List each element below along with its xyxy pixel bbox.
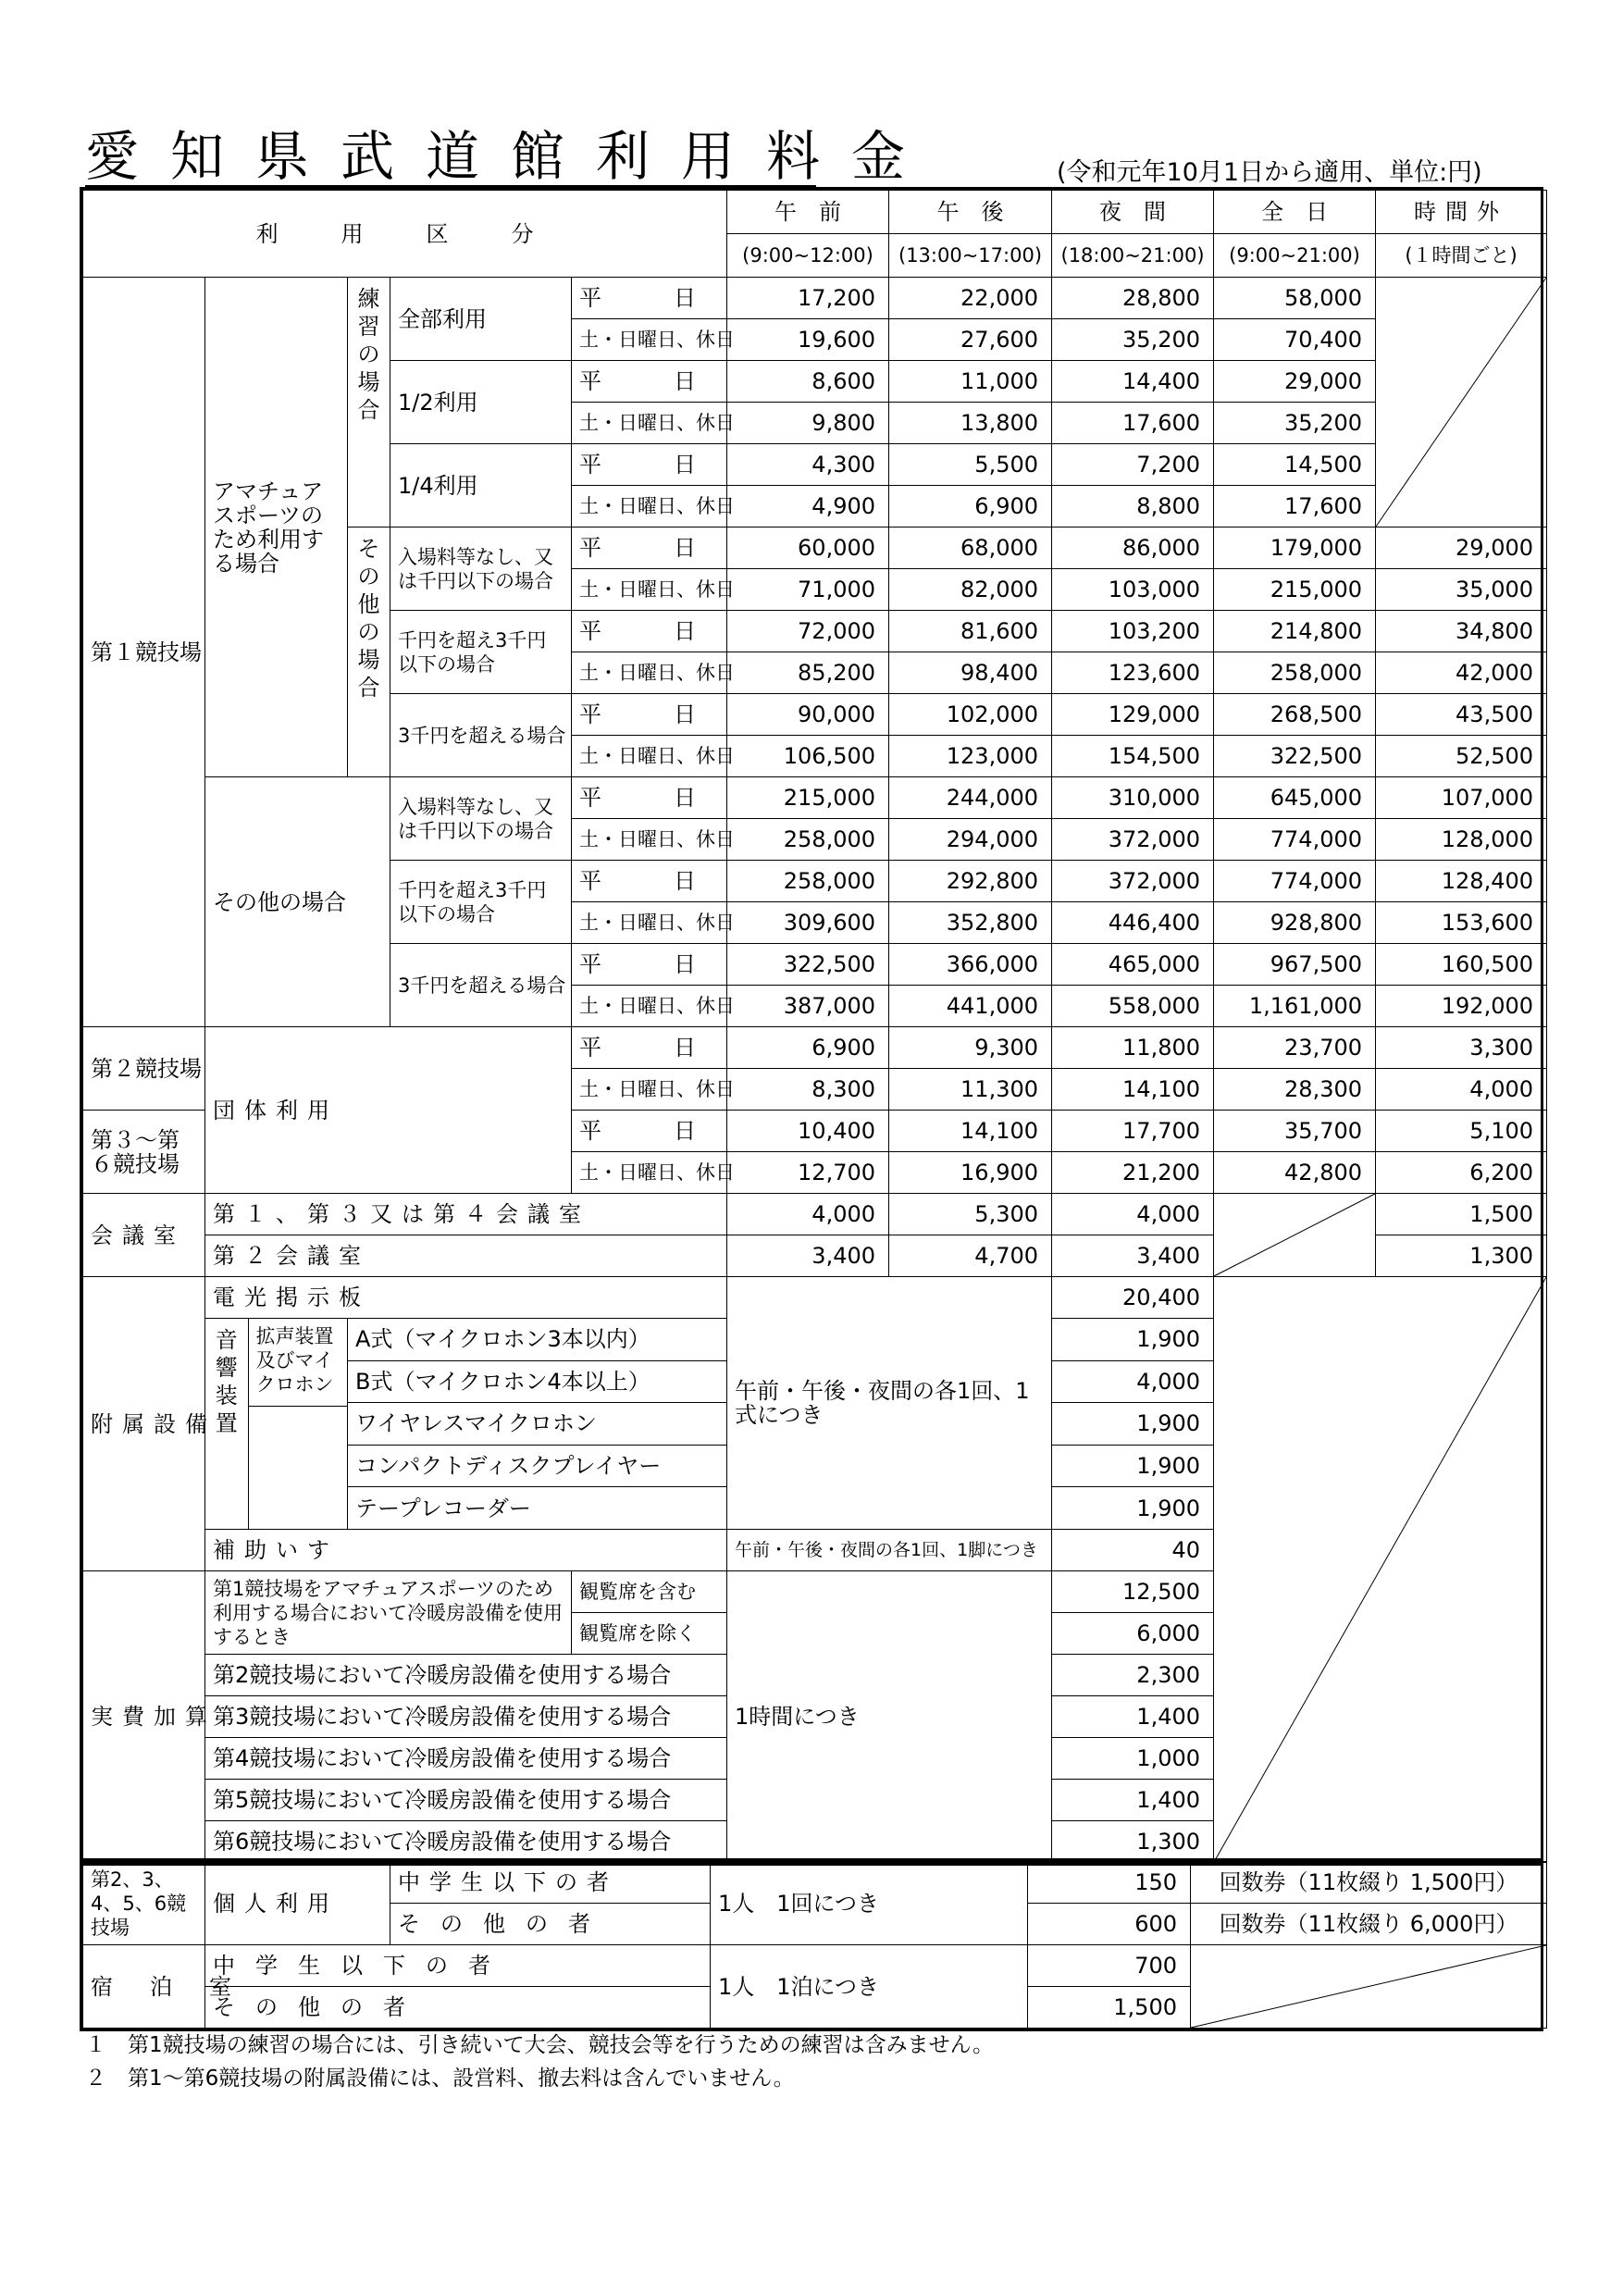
seats-out-label: 観覧席を除く — [572, 1613, 727, 1655]
fee-cell: 7,200 — [1052, 444, 1214, 486]
fee-cell: 81,600 — [889, 611, 1052, 652]
amp-a-label: A式（マイクロホン3本以内） — [348, 1319, 727, 1361]
empty-cell — [1191, 1945, 1547, 2029]
fee-cell: 215,000 — [727, 777, 889, 819]
header-overtime: 時間外 — [1376, 191, 1547, 234]
other-case-label: その他の場合 — [348, 527, 390, 777]
fee-cell: 600 — [1028, 1904, 1191, 1945]
fee-cell: 58,000 — [1214, 278, 1376, 319]
fee-cell: 215,000 — [1214, 569, 1376, 611]
fee-cell: 3,400 — [1052, 1235, 1214, 1277]
fee-cell: 27,600 — [889, 319, 1052, 361]
fee-cell: 70,400 — [1214, 319, 1376, 361]
fee-cell: 214,800 — [1214, 611, 1376, 652]
weekday-label: 平 日 — [572, 278, 727, 319]
fee-cell: 446,400 — [1052, 902, 1214, 944]
fee-cell: 35,700 — [1214, 1111, 1376, 1152]
holiday-label: 土・日曜日、休日 — [572, 736, 727, 777]
fee-cell: 8,800 — [1052, 486, 1214, 527]
ac-arena4-label: 第4競技場において冷暖房設備を使用する場合 — [205, 1738, 727, 1780]
fee-cell: 268,500 — [1214, 694, 1376, 736]
fee-cell: 34,800 — [1376, 611, 1547, 652]
holiday-label: 土・日曜日、休日 — [572, 319, 727, 361]
fee-cell: 465,000 — [1052, 944, 1214, 986]
holiday-label: 土・日曜日、休日 — [572, 902, 727, 944]
fee-cell: 60,000 — [727, 527, 889, 569]
footnote-1: １ 第1競技場の練習の場合には、引き続いて大会、競技会等を行うための練習は含みません。 — [85, 2033, 995, 2057]
fee-cell: 21,200 — [1052, 1152, 1214, 1194]
fee-cell: 1,300 — [1052, 1821, 1214, 1863]
empty-cell — [1214, 1194, 1376, 1277]
weekday-label: 平 日 — [572, 944, 727, 986]
fee-cell: 17,600 — [1052, 403, 1214, 444]
fee-cell: 322,500 — [1214, 736, 1376, 777]
fee-cell: 85,200 — [727, 652, 889, 694]
fee-cell: 774,000 — [1214, 861, 1376, 902]
fee-cell: 160,500 — [1376, 944, 1547, 986]
fee-cell: 43,500 — [1376, 694, 1547, 736]
fee-cell: 11,800 — [1052, 1027, 1214, 1069]
footnotes — [85, 2029, 994, 2095]
fee-cell: 244,000 — [889, 777, 1052, 819]
fee-cell: 9,800 — [727, 403, 889, 444]
fee-cell: 5,100 — [1376, 1111, 1547, 1152]
header-night: 夜 間 — [1052, 191, 1214, 234]
fee-cell: 967,500 — [1214, 944, 1376, 986]
fee-cell: 1,900 — [1052, 1403, 1214, 1446]
fee-cell: 928,800 — [1214, 902, 1376, 944]
fee-cell: 11,000 — [889, 361, 1052, 403]
fee-cell: 9,300 — [889, 1027, 1052, 1069]
fee-cell: 98,400 — [889, 652, 1052, 694]
lodging-label: 宿泊室 — [83, 1945, 205, 2029]
quarter-label: 1/4利用 — [390, 444, 572, 527]
fee-cell: 17,200 — [727, 278, 889, 319]
fee-cell: 4,900 — [727, 486, 889, 527]
fee-cell: 1,300 — [1376, 1235, 1547, 1277]
fee-cell: 22,000 — [889, 278, 1052, 319]
fee-cell: 3,300 — [1376, 1027, 1547, 1069]
fee-cell: 52,500 — [1376, 736, 1547, 777]
fee-cell: 17,600 — [1214, 486, 1376, 527]
fee-cell: 1,400 — [1052, 1780, 1214, 1821]
header-am-time: (9:00~12:00) — [727, 234, 889, 278]
header-night-time: (18:00~21:00) — [1052, 234, 1214, 278]
fee-cell: 558,000 — [1052, 986, 1214, 1027]
fee-table — [80, 187, 1543, 1866]
header-category: 利 用 区 分 — [83, 191, 727, 278]
page-title: 愛知県武道館利用料金 — [85, 125, 937, 188]
fee-cell: 366,000 — [889, 944, 1052, 986]
arena2-label: 第２競技場 — [83, 1027, 205, 1111]
fee-cell: 103,000 — [1052, 569, 1214, 611]
weekday-label: 平 日 — [572, 1027, 727, 1069]
other-case-label: その他の場合 — [205, 777, 390, 1027]
chair-label: 補助いす — [205, 1530, 727, 1571]
arena2to6-label: 第2、3、4、5、6競技場 — [83, 1862, 205, 1945]
full-label: 全部利用 — [390, 278, 572, 361]
sound-group — [205, 1319, 348, 1530]
fee-cell: 5,300 — [889, 1194, 1052, 1235]
per-visit-label: 1人 1回につき — [711, 1862, 1028, 1945]
weekday-label: 平 日 — [572, 861, 727, 902]
surcharge-label: 実費加算 — [83, 1571, 205, 1863]
fee-cell: 123,600 — [1052, 652, 1214, 694]
fee-cell: 72,000 — [727, 611, 889, 652]
fee-cell: 42,800 — [1214, 1152, 1376, 1194]
spacer — [248, 1407, 347, 1448]
fee-cell: 1,400 — [1052, 1696, 1214, 1738]
fee-cell: 179,000 — [1214, 527, 1376, 569]
fee-cell: 8,300 — [727, 1069, 889, 1111]
fee-cell: 700 — [1028, 1945, 1191, 1987]
cd-label: コンパクトディスクプレイヤー — [348, 1445, 727, 1487]
fee-cell: 645,000 — [1214, 777, 1376, 819]
fee-cell: 35,000 — [1376, 569, 1547, 611]
fee-cell: 294,000 — [889, 819, 1052, 861]
others-label: その他の者 — [205, 1987, 711, 2029]
fee-cell: 42,000 — [1376, 652, 1547, 694]
fee-cell: 1,900 — [1052, 1445, 1214, 1487]
fee-cell: 28,800 — [1052, 278, 1214, 319]
fee-cell: 1,000 — [1052, 1738, 1214, 1780]
equip-label: 附属設備 — [83, 1277, 205, 1571]
personal-fee-table — [80, 1858, 1543, 2031]
fee-cell: 292,800 — [889, 861, 1052, 902]
half-label: 1/2利用 — [390, 361, 572, 444]
fee-cell: 322,500 — [727, 944, 889, 986]
holiday-label: 土・日曜日、休日 — [572, 1069, 727, 1111]
fee-cell: 3,400 — [727, 1235, 889, 1277]
fee-cell: 372,000 — [1052, 819, 1214, 861]
footnote-2: ２ 第1～第6競技場の附属設備には、設営料、撤去料は含んでいません。 — [85, 2066, 795, 2091]
fee-cell: 14,100 — [889, 1111, 1052, 1152]
fee-cell: 6,000 — [1052, 1613, 1214, 1655]
fee-cell: 68,000 — [889, 527, 1052, 569]
fee-cell: 35,200 — [1214, 403, 1376, 444]
junior-label: 中学生以下の者 — [205, 1945, 711, 1987]
fee-cell: 309,600 — [727, 902, 889, 944]
arena1-label: 第１競技場 — [83, 278, 205, 1027]
equip-unit-label: 午前・午後・夜間の各1回、1式につき — [727, 1277, 1052, 1530]
led-label: 電光掲示板 — [205, 1277, 727, 1319]
tape-label: テープレコーダー — [348, 1487, 727, 1530]
fee-cell: 310,000 — [1052, 777, 1214, 819]
fee-cell: 102,000 — [889, 694, 1052, 736]
fee-mid-label: 千円を超え3千円以下の場合 — [390, 861, 572, 944]
fee-cell: 6,900 — [889, 486, 1052, 527]
fee-cell: 28,300 — [1214, 1069, 1376, 1111]
amp-b-label: B式（マイクロホン4本以上） — [348, 1360, 727, 1403]
fee-cell: 4,000 — [727, 1194, 889, 1235]
fee-cell: 40 — [1052, 1530, 1214, 1571]
header-pm: 午 後 — [889, 191, 1052, 234]
fee-none-label: 入場料等なし、又は千円以下の場合 — [390, 527, 572, 611]
header-am: 午 前 — [727, 191, 889, 234]
fee-cell: 19,600 — [727, 319, 889, 361]
fee-cell: 8,600 — [727, 361, 889, 403]
fee-cell: 16,900 — [889, 1152, 1052, 1194]
fee-high-label: 3千円を超える場合 — [390, 944, 572, 1027]
fee-cell: 4,000 — [1052, 1194, 1214, 1235]
header-allday: 全 日 — [1214, 191, 1376, 234]
holiday-label: 土・日曜日、休日 — [572, 1152, 727, 1194]
conf-label: 会議室 — [83, 1194, 205, 1277]
fee-cell: 372,000 — [1052, 861, 1214, 902]
holiday-label: 土・日曜日、休日 — [572, 569, 727, 611]
fee-cell: 71,000 — [727, 569, 889, 611]
conf2-label: 第２会議室 — [205, 1235, 727, 1277]
ticket1-label: 回数券（11枚綴り 1,500円） — [1191, 1862, 1547, 1904]
fee-cell: 14,400 — [1052, 361, 1214, 403]
header-overtime-time: (１時間ごと) — [1376, 234, 1547, 278]
fee-cell: 14,500 — [1214, 444, 1376, 486]
weekday-label: 平 日 — [572, 1111, 727, 1152]
conf134-label: 第１、第３又は第４会議室 — [205, 1194, 727, 1235]
fee-cell: 90,000 — [727, 694, 889, 736]
fee-cell: 4,000 — [1052, 1360, 1214, 1403]
spacer — [248, 1447, 347, 1488]
per-night-label: 1人 1泊につき — [711, 1945, 1028, 2029]
others-label: その他の者 — [390, 1904, 711, 1945]
ac-arena3-label: 第3競技場において冷暖房設備を使用する場合 — [205, 1696, 727, 1738]
empty-cell — [1214, 1277, 1547, 1863]
fee-cell: 14,100 — [1052, 1069, 1214, 1111]
fee-cell: 12,500 — [1052, 1571, 1214, 1613]
sound-label: 音響装置 — [205, 1319, 248, 1529]
fee-none-label: 入場料等なし、又は千円以下の場合 — [390, 777, 572, 861]
holiday-label: 土・日曜日、休日 — [572, 986, 727, 1027]
holiday-label: 土・日曜日、休日 — [572, 819, 727, 861]
fee-high-label: 3千円を超える場合 — [390, 694, 572, 777]
fee-cell: 4,700 — [889, 1235, 1052, 1277]
chair-unit-label: 午前・午後・夜間の各1回、1脚につき — [727, 1530, 1052, 1571]
fee-cell: 150 — [1028, 1862, 1191, 1904]
fee-cell: 86,000 — [1052, 527, 1214, 569]
ac-arena6-label: 第6競技場において冷暖房設備を使用する場合 — [205, 1821, 727, 1863]
fee-cell: 6,200 — [1376, 1152, 1547, 1194]
fee-cell: 258,000 — [1214, 652, 1376, 694]
fee-cell: 11,300 — [889, 1069, 1052, 1111]
fee-cell: 4,300 — [727, 444, 889, 486]
fee-cell: 4,000 — [1376, 1069, 1547, 1111]
fee-cell: 441,000 — [889, 986, 1052, 1027]
ac-arena5-label: 第5競技場において冷暖房設備を使用する場合 — [205, 1780, 727, 1821]
fee-cell: 35,200 — [1052, 319, 1214, 361]
header-allday-time: (9:00~21:00) — [1214, 234, 1376, 278]
fee-cell: 154,500 — [1052, 736, 1214, 777]
page-note: (令和元年10月1日から適用、単位:円) — [1057, 158, 1482, 187]
fee-cell: 23,700 — [1214, 1027, 1376, 1069]
fee-cell: 6,900 — [727, 1027, 889, 1069]
fee-cell: 1,900 — [1052, 1319, 1214, 1361]
holiday-label: 土・日曜日、休日 — [572, 486, 727, 527]
fee-cell: 192,000 — [1376, 986, 1547, 1027]
group-label: 団体利用 — [205, 1027, 572, 1194]
weekday-label: 平 日 — [572, 444, 727, 486]
weekday-label: 平 日 — [572, 611, 727, 652]
personal-label: 個人利用 — [205, 1862, 390, 1945]
fee-cell: 774,000 — [1214, 819, 1376, 861]
fee-cell: 1,500 — [1376, 1194, 1547, 1235]
ac-arena1-label: 第1競技場をアマチュアスポーツのため利用する場合において冷暖房設備を使用するとき — [205, 1571, 572, 1655]
fee-cell: 103,200 — [1052, 611, 1214, 652]
fee-cell: 258,000 — [727, 861, 889, 902]
arena36-label: 第３～第６競技場 — [83, 1111, 205, 1194]
practice-label: 練習の場合 — [348, 278, 390, 527]
fee-cell: 129,000 — [1052, 694, 1214, 736]
weekday-label: 平 日 — [572, 527, 727, 569]
fee-cell: 387,000 — [727, 986, 889, 1027]
fee-cell: 29,000 — [1214, 361, 1376, 403]
fee-cell: 107,000 — [1376, 777, 1547, 819]
ticket2-label: 回数券（11枚綴り 6,000円） — [1191, 1904, 1547, 1945]
holiday-label: 土・日曜日、休日 — [572, 652, 727, 694]
fee-cell: 106,500 — [727, 736, 889, 777]
holiday-label: 土・日曜日、休日 — [572, 403, 727, 444]
fee-cell: 123,000 — [889, 736, 1052, 777]
fee-cell: 17,700 — [1052, 1111, 1214, 1152]
fee-cell: 5,500 — [889, 444, 1052, 486]
fee-cell: 1,500 — [1028, 1987, 1191, 2029]
weekday-label: 平 日 — [572, 777, 727, 819]
junior-label: 中学生以下の者 — [390, 1862, 711, 1904]
fee-cell: 128,000 — [1376, 819, 1547, 861]
fee-cell: 128,400 — [1376, 861, 1547, 902]
amateur-label: アマチュアスポーツのため利用する場合 — [205, 278, 348, 777]
fee-cell: 29,000 — [1376, 527, 1547, 569]
fee-cell: 258,000 — [727, 819, 889, 861]
fee-cell: 82,000 — [889, 569, 1052, 611]
fee-cell: 1,161,000 — [1214, 986, 1376, 1027]
amp-label: 拡声装置及びマイクロホン — [248, 1319, 347, 1407]
seats-in-label: 観覧席を含む — [572, 1571, 727, 1613]
weekday-label: 平 日 — [572, 361, 727, 403]
fee-cell: 352,800 — [889, 902, 1052, 944]
ac-arena2-label: 第2競技場において冷暖房設備を使用する場合 — [205, 1655, 727, 1696]
wireless-label: ワイヤレスマイクロホン — [348, 1403, 727, 1446]
fee-cell: 10,400 — [727, 1111, 889, 1152]
weekday-label: 平 日 — [572, 694, 727, 736]
header-pm-time: (13:00~17:00) — [889, 234, 1052, 278]
empty-cell — [1376, 278, 1547, 527]
per-hour-label: 1時間につき — [727, 1571, 1052, 1863]
fee-cell: 12,700 — [727, 1152, 889, 1194]
fee-cell: 153,600 — [1376, 902, 1547, 944]
fee-mid-label: 千円を超え3千円以下の場合 — [390, 611, 572, 694]
fee-cell: 13,800 — [889, 403, 1052, 444]
fee-cell: 1,900 — [1052, 1487, 1214, 1530]
fee-cell: 2,300 — [1052, 1655, 1214, 1696]
spacer — [248, 1488, 347, 1529]
fee-cell: 20,400 — [1052, 1277, 1214, 1319]
